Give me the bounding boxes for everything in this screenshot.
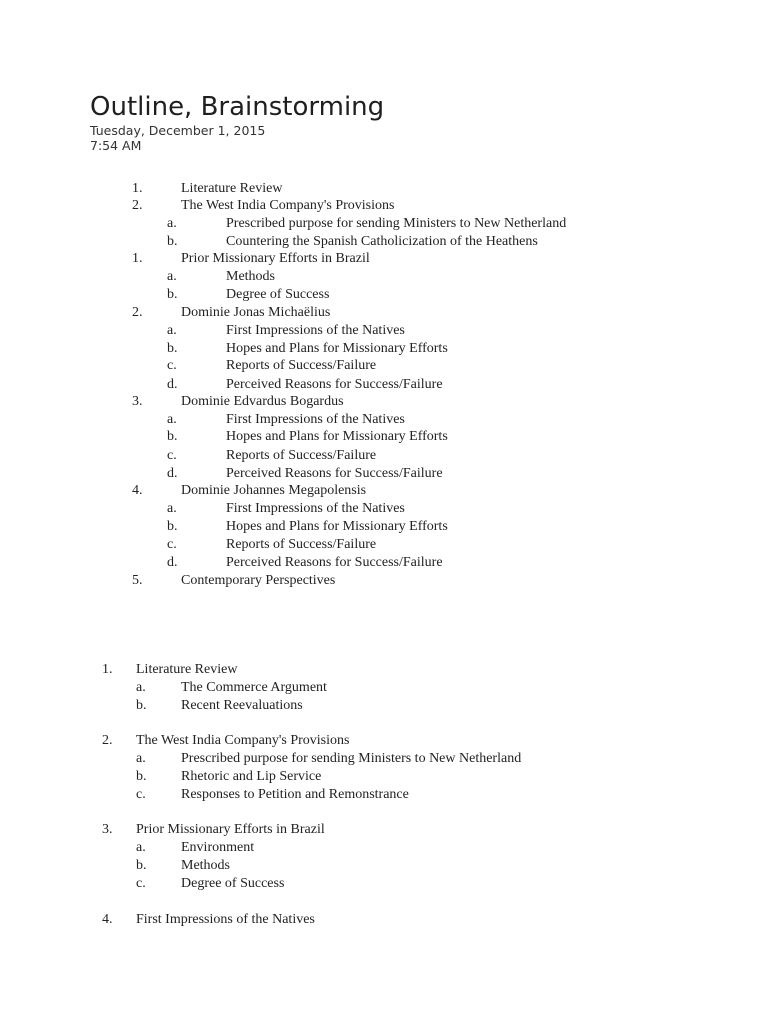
list-marker: a. bbox=[167, 269, 177, 284]
list-marker: b. bbox=[136, 769, 147, 784]
outline-item bbox=[0, 732, 768, 750]
outline-subitem bbox=[0, 411, 768, 429]
list-text: Dominie Edvardus Bogardus bbox=[181, 394, 344, 409]
outline-subitem bbox=[0, 875, 768, 893]
outline-subitem bbox=[0, 322, 768, 340]
outline-item bbox=[0, 393, 768, 411]
outline-subitem bbox=[0, 518, 768, 536]
list-text: Prescribed purpose for sending Ministers to New Netherland bbox=[181, 751, 522, 766]
outline-subitem bbox=[0, 679, 768, 697]
list-marker: 1. bbox=[132, 251, 143, 266]
list-marker: d. bbox=[167, 466, 178, 481]
list-marker: 2. bbox=[132, 305, 143, 320]
list-marker: 4. bbox=[132, 483, 143, 498]
list-text: Prior Missionary Efforts in Brazil bbox=[136, 822, 325, 837]
outline-item bbox=[0, 482, 768, 500]
list-text: Reports of Success/Failure bbox=[226, 448, 377, 463]
outline-subitem bbox=[0, 428, 768, 446]
outline-subitem bbox=[0, 465, 768, 483]
list-marker: 1. bbox=[132, 181, 143, 196]
list-marker: a. bbox=[167, 501, 177, 516]
list-text: The West India Company's Provisions bbox=[136, 733, 350, 748]
outline-item bbox=[0, 197, 768, 215]
list-text: Responses to Petition and Remonstrance bbox=[181, 787, 409, 802]
list-text: Methods bbox=[181, 858, 230, 873]
list-marker: b. bbox=[136, 698, 147, 713]
list-marker: 1. bbox=[102, 662, 113, 677]
list-text: Degree of Success bbox=[226, 287, 330, 302]
list-text: First Impressions of the Natives bbox=[226, 412, 405, 427]
list-text: Prior Missionary Efforts in Brazil bbox=[181, 251, 370, 266]
list-text: Hopes and Plans for Missionary Efforts bbox=[226, 519, 448, 534]
outline-item bbox=[0, 572, 768, 590]
list-text: Dominie Johannes Megapolensis bbox=[181, 483, 367, 498]
outline-subitem bbox=[0, 268, 768, 286]
outline-subitem bbox=[0, 215, 768, 233]
outline-subitem bbox=[0, 500, 768, 518]
note-date: Tuesday, December 1, 2015 bbox=[90, 123, 266, 138]
page-title: Outline, Brainstorming bbox=[90, 92, 385, 122]
list-text: Reports of Success/Failure bbox=[226, 358, 377, 373]
outline-subitem bbox=[0, 750, 768, 768]
list-text: First Impressions of the Natives bbox=[226, 501, 405, 516]
list-text: Methods bbox=[226, 269, 275, 284]
outline-subitem bbox=[0, 376, 768, 394]
list-marker: b. bbox=[167, 429, 178, 444]
list-text: Perceived Reasons for Success/Failure bbox=[226, 377, 443, 392]
list-text: Literature Review bbox=[181, 181, 283, 196]
list-text: First Impressions of the Natives bbox=[136, 912, 315, 927]
outline-subitem bbox=[0, 233, 768, 251]
outline-item bbox=[0, 250, 768, 268]
list-marker: a. bbox=[136, 751, 146, 766]
list-marker: 4. bbox=[102, 912, 113, 927]
list-marker: c. bbox=[136, 787, 146, 802]
list-marker: c. bbox=[167, 358, 177, 373]
outline-item bbox=[0, 304, 768, 322]
outline-item bbox=[0, 661, 768, 679]
list-text: Hopes and Plans for Missionary Efforts bbox=[226, 341, 448, 356]
list-text: Degree of Success bbox=[181, 876, 285, 891]
list-marker: 2. bbox=[132, 198, 143, 213]
list-text: Prescribed purpose for sending Ministers to New Netherland bbox=[226, 216, 567, 231]
list-marker: d. bbox=[167, 555, 178, 570]
outline-subitem bbox=[0, 839, 768, 857]
outline-subitem bbox=[0, 768, 768, 786]
list-marker: a. bbox=[136, 680, 146, 695]
list-text: Countering the Spanish Catholicization of the Heathens bbox=[226, 234, 538, 249]
outline-subitem bbox=[0, 554, 768, 572]
outline-item bbox=[0, 911, 768, 929]
list-marker: 2. bbox=[102, 733, 113, 748]
list-marker: a. bbox=[167, 412, 177, 427]
list-marker: d. bbox=[167, 377, 178, 392]
list-text: Environment bbox=[181, 840, 255, 855]
list-text: Literature Review bbox=[136, 662, 238, 677]
outline-subitem bbox=[0, 536, 768, 554]
list-marker: 5. bbox=[132, 573, 143, 588]
list-text: Contemporary Perspectives bbox=[181, 573, 336, 588]
list-text: Recent Reevaluations bbox=[181, 698, 303, 713]
list-marker: b. bbox=[136, 858, 147, 873]
list-marker: c. bbox=[167, 448, 177, 463]
list-text: Rhetoric and Lip Service bbox=[181, 769, 322, 784]
list-text: The West India Company's Provisions bbox=[181, 198, 395, 213]
list-marker: a. bbox=[167, 323, 177, 338]
list-marker: b. bbox=[167, 234, 178, 249]
outline-subitem bbox=[0, 697, 768, 715]
outline-subitem bbox=[0, 340, 768, 358]
list-marker: b. bbox=[167, 287, 178, 302]
note-time: 7:54 AM bbox=[90, 138, 142, 153]
outline-item bbox=[0, 821, 768, 839]
list-text: Reports of Success/Failure bbox=[226, 537, 377, 552]
list-marker: a. bbox=[136, 840, 146, 855]
list-text: Dominie Jonas Michaëlius bbox=[181, 305, 331, 320]
list-text: Perceived Reasons for Success/Failure bbox=[226, 466, 443, 481]
list-marker: b. bbox=[167, 519, 178, 534]
list-marker: c. bbox=[136, 876, 146, 891]
outline-subitem bbox=[0, 447, 768, 465]
list-marker: 3. bbox=[102, 822, 113, 837]
list-marker: 3. bbox=[132, 394, 143, 409]
list-text: The Commerce Argument bbox=[181, 680, 327, 695]
list-marker: a. bbox=[167, 216, 177, 231]
outline-subitem bbox=[0, 786, 768, 804]
outline-subitem bbox=[0, 357, 768, 375]
list-text: Perceived Reasons for Success/Failure bbox=[226, 555, 443, 570]
outline-subitem bbox=[0, 857, 768, 875]
list-text: First Impressions of the Natives bbox=[226, 323, 405, 338]
list-marker: c. bbox=[167, 537, 177, 552]
outline-subitem bbox=[0, 286, 768, 304]
list-text: Hopes and Plans for Missionary Efforts bbox=[226, 429, 448, 444]
list-marker: b. bbox=[167, 341, 178, 356]
outline-item bbox=[0, 180, 768, 198]
